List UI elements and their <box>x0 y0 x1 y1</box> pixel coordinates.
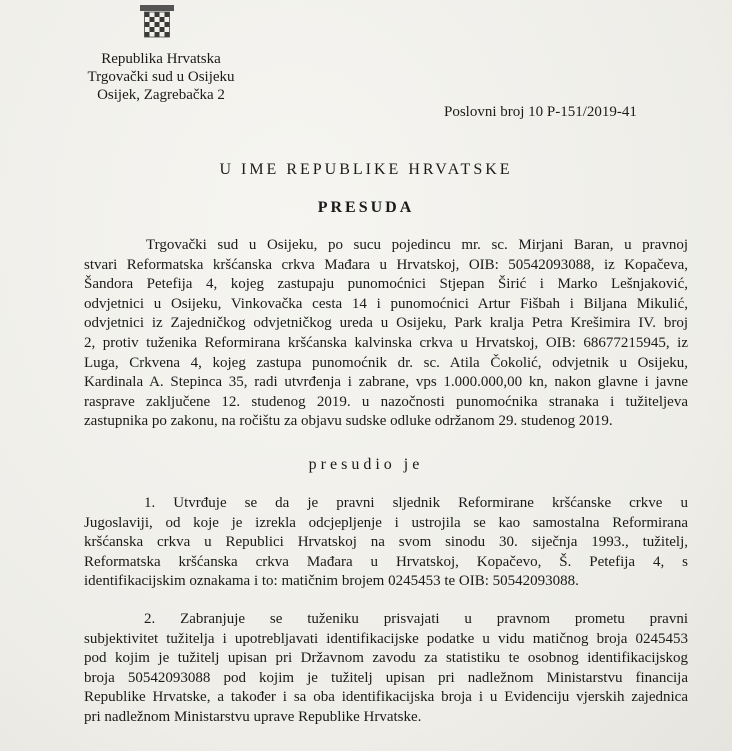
title-in-the-name: U IME REPUBLIKE HRVATSKE <box>219 161 513 178</box>
text-line: kršćanska crkva u Republici Hrvatskoj na svom sinodu 30. siječnja 1993., tužitelj, <box>84 534 688 551</box>
text-line: 2. Zabranjuje se tuženiku prisvajati u pravnom prometu pravni <box>144 611 688 627</box>
court-country: Republika Hrvatska <box>101 51 221 67</box>
case-number: Poslovni broj 10 P-151/2019-41 <box>444 104 637 120</box>
text-line: identifikacijskim oznakama i to: matičnim brojem 0245453 te OIB: 50542093088. <box>84 573 579 590</box>
title-judgment: PRESUDA <box>317 199 415 216</box>
ruling-item-2 <box>84 610 688 728</box>
text-line: Republike Hrvatske, a također i sa oba identifikacijska broja i u Evidenciju vjerskih zajednica <box>84 689 688 706</box>
text-line: broja 50542093088 pod kojim je tužitelj upisan pri nadležnom Ministarstvu financija <box>84 669 688 686</box>
intro-paragraph <box>84 236 688 432</box>
text-line: subjektivitet tužitelja i upotrebljavati identifikacijske podatke u vidu matičnog broja 0245453 <box>84 630 688 647</box>
text-line: pri nadležnom Ministarstvu uprave Republike Hrvatske. <box>84 708 422 725</box>
text-line: Trgovački sud u Osijeku, po sucu pojedincu mr. sc. Mirjani Baran, u pravnoj <box>146 237 688 253</box>
court-address: Osijek, Zagrebačka 2 <box>97 87 225 103</box>
text-line: 2, protiv tuženika Reformirana kršćanska kalvinska crkva u Hrvatskoj, OIB: 68677215945, iz <box>84 334 688 351</box>
text-line: Šandora Petefija 4, kojeg zastupaju punomoćnici Stjepan Širić i Marko Lešnjaković, <box>84 276 688 293</box>
ruling-item-1 <box>84 494 688 592</box>
text-line: odvjetnici u Osijeku, Vinkovačka cesta 14 i punomoćnici Artur Fišbah i Biljana Mikulić, <box>84 295 688 312</box>
court-address-block <box>66 50 256 104</box>
text-line: stvari Reformatska kršćanska crkva Mađara u Hrvatskoj, OIB: 50542093088, iz Kopačeva, <box>84 256 688 273</box>
court-name: Trgovački sud u Osijeku <box>87 69 235 85</box>
coat-of-arms-icon <box>138 4 176 38</box>
text-line: odvjetnici iz Zajedničkog odvjetničkog ureda u Osijeku, Park kralja Petra Krešimira IV. broj <box>84 315 688 332</box>
text-line: pod kojim je tužitelj upisan pri Državnom zavodu za statistiku te osobnog identifikacijskog <box>84 650 688 667</box>
text-line: Jugoslaviji, od koje je izrekla odcjepljenje i ustrojila se kao samostalna Reformirana <box>84 514 688 531</box>
title-ruled: presudio je <box>308 456 424 473</box>
text-line: Luga, Crkvena 4, kojeg zastupa punomoćnik dr. sc. Atila Čokolić, odvjetnik u Osijeku, <box>84 354 688 371</box>
text-line: Kardinala A. Stepinca 35, radi utvrđenja i zabrane, vps 1.000.000,00 kn, nakon glavne i javne <box>84 374 688 391</box>
text-line: Reformatska kršćanska crkva Mađara u Hrvatskoj, Kopačevo, Š. Petefija 4, s <box>84 553 688 570</box>
text-line: 1. Utvrđuje se da je pravni sljednik Reformirane kršćanske crkve u <box>144 495 688 511</box>
text-line: rasprave zaključene 12. studenog 2019. u nazočnosti punomoćnika stranaka i tužiteljeva <box>84 393 688 410</box>
text-line: zastupnika po zakonu, na ročištu za objavu sudske odluke održanom 29. studenog 2019. <box>84 413 613 430</box>
